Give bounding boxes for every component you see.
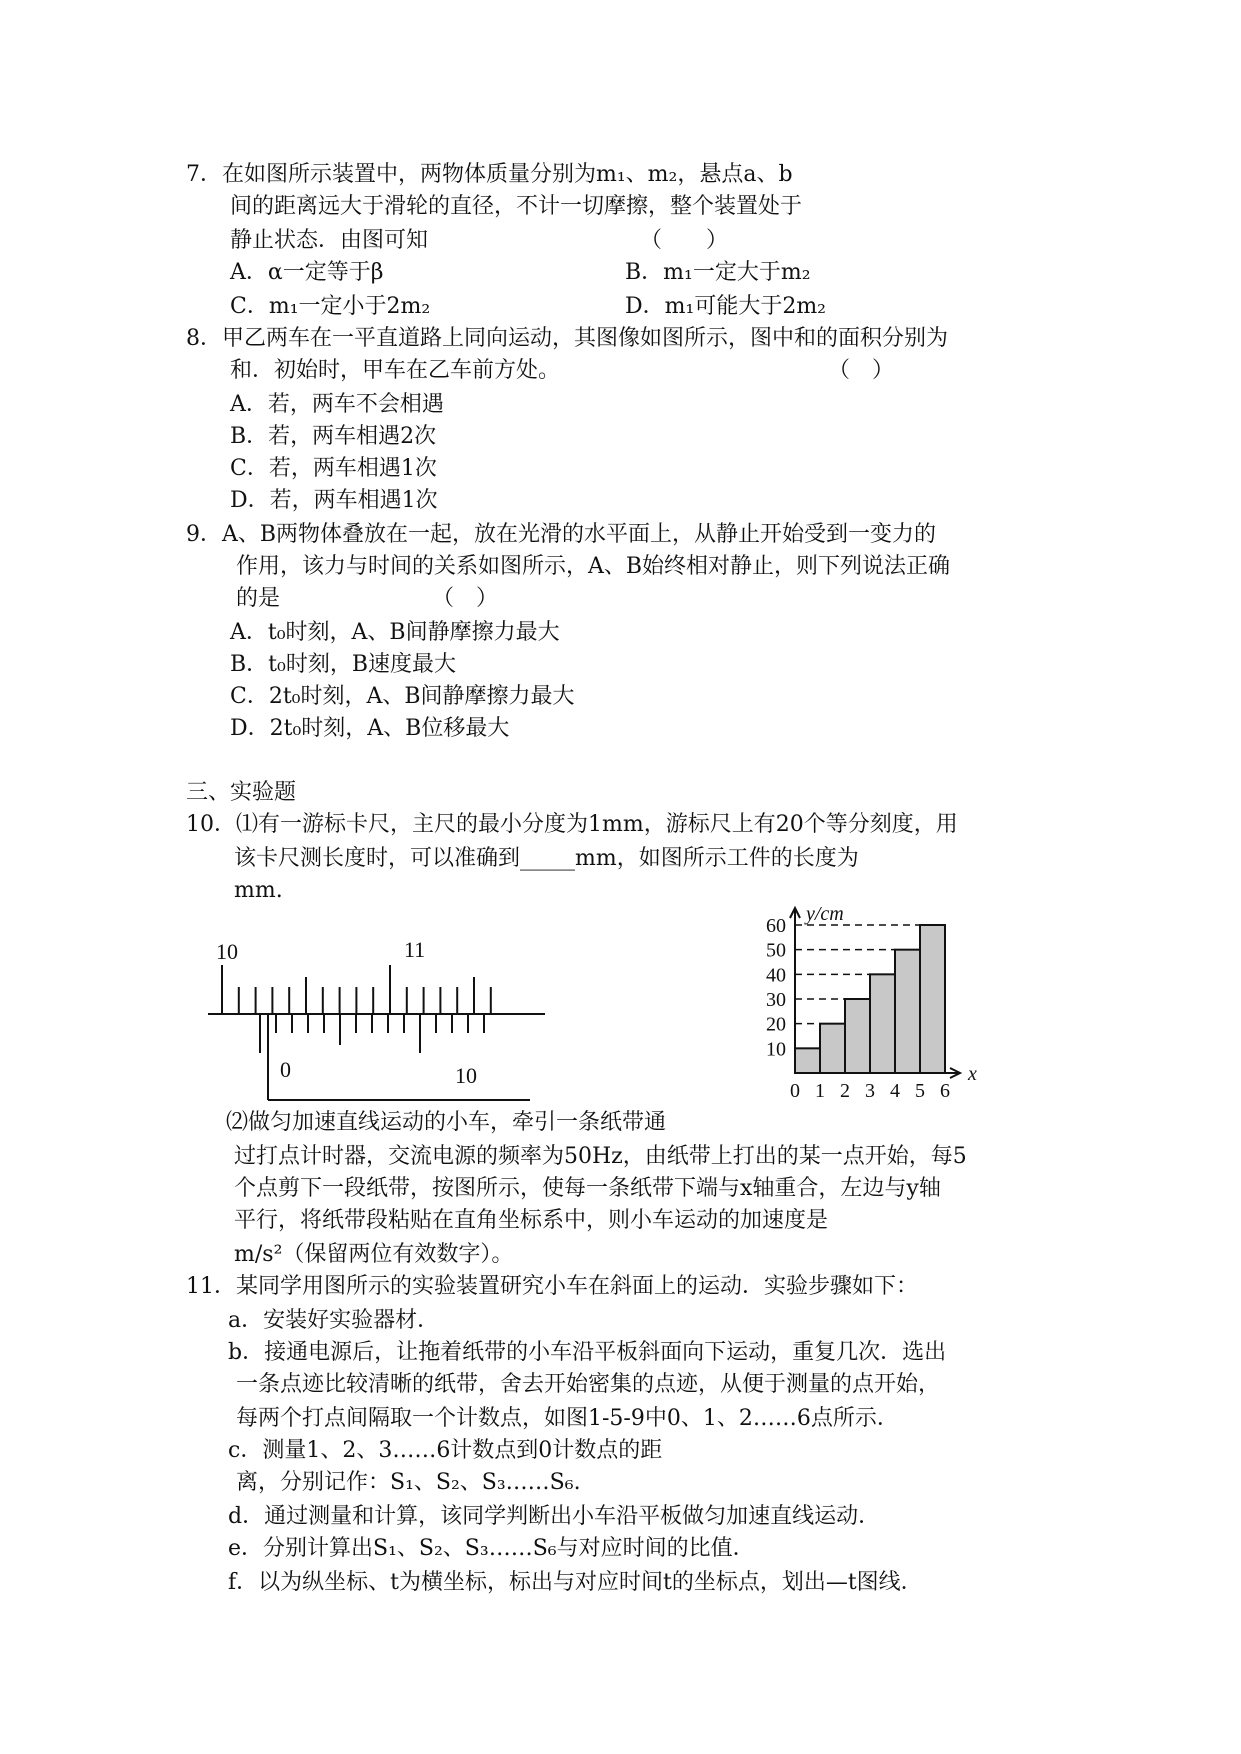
section-title: 三、实验题 bbox=[186, 780, 297, 805]
q9-answer-bracket: （ ） bbox=[432, 586, 499, 611]
q11-step-d: d．通过测量和计算，该同学判断出小车沿平板做匀加速直线运动． bbox=[228, 1504, 881, 1529]
q8-option-a: A．若，两车不会相遇 bbox=[230, 392, 444, 417]
y-tick-label: 30 bbox=[766, 989, 786, 1011]
x-axis-label: x bbox=[968, 1063, 977, 1085]
q7-line3: 静止状态．由图可知 bbox=[230, 228, 429, 253]
q11-step-b-line2: 一条点迹比较清晰的纸带，舍去开始密集的点迹，从便于测量的点开始， bbox=[236, 1372, 941, 1397]
q7-option-d: D．m₁可能大于2m₂ bbox=[625, 294, 826, 319]
q8-line2: 和．初始时，甲车在乙车前方处。 bbox=[230, 358, 561, 383]
bar-4-5 bbox=[895, 950, 920, 1073]
q8-line1: 8．甲乙两车在一平直道路上同向运动，其图像如图所示，图中和的面积分别为 bbox=[186, 326, 948, 351]
x-tick-label: 2 bbox=[840, 1080, 850, 1102]
q11-step-f: f．以为纵坐标、t为横坐标，标出与对应时间t的坐标点，划出—t图线． bbox=[228, 1570, 923, 1595]
main-scale-label-11: 11 bbox=[404, 937, 426, 962]
q10-line2: 该卡尺测长度时，可以准确到_____mm，如图所示工件的长度为 bbox=[234, 846, 859, 871]
q7-line2: 间的距离远大于滑轮的直径，不计一切摩擦，整个装置处于 bbox=[230, 194, 803, 219]
q10-line1: 10．⑴有一游标卡尺，主尺的最小分度为1mm，游标尺上有20个等分刻度，用 bbox=[186, 812, 958, 837]
q9-option-c: C．2t₀时刻，A、B间静摩擦力最大 bbox=[230, 684, 575, 709]
q7-option-a: A．α一定等于β bbox=[230, 260, 384, 285]
y-tick-label: 50 bbox=[766, 939, 786, 962]
q11-step-a: a．安装好实验器材． bbox=[228, 1308, 440, 1333]
q9-option-d: D．2t₀时刻，A、B位移最大 bbox=[230, 716, 510, 741]
x-tick-label: 5 bbox=[915, 1080, 925, 1102]
q8-answer-bracket: （ ） bbox=[828, 358, 895, 383]
q10-part2-line4: 平行，将纸带段粘贴在直角坐标系中，则小车运动的加速度是 bbox=[234, 1208, 829, 1233]
q10-line3: mm. bbox=[234, 878, 283, 903]
y-tick-label: 60 bbox=[766, 915, 786, 937]
q11-step-b-line1: b．接通电源后，让拖着纸带的小车沿平板斜面向下运动，重复几次．选出 bbox=[228, 1340, 947, 1365]
q10-part2-line3: 个点剪下一段纸带，按图所示，使每一条纸带下端与x轴重合，左边与y轴 bbox=[234, 1176, 941, 1201]
q11-step-c-line2: 离，分别记作：S₁、S₂、S₃……S₆. bbox=[236, 1470, 581, 1495]
x-tick-label: 0 bbox=[790, 1080, 800, 1102]
q7-option-b: B．m₁一定大于m₂ bbox=[625, 260, 811, 285]
q9-line2: 作用，该力与时间的关系如图所示，A、B始终相对静止，则下列说法正确 bbox=[236, 554, 951, 579]
q7-option-c: C．m₁一定小于2m₂ bbox=[230, 294, 431, 319]
bar-0-1 bbox=[795, 1048, 820, 1073]
bar-3-4 bbox=[870, 974, 895, 1073]
x-tick-label: 3 bbox=[865, 1080, 875, 1102]
q11-step-c-line1: c．测量1、2、3……6计数点到0计数点的距 bbox=[228, 1438, 663, 1463]
q9-option-a: A．t₀时刻，A、B间静摩擦力最大 bbox=[230, 620, 560, 645]
q8-option-c: C．若，两车相遇1次 bbox=[230, 456, 437, 481]
q9-line1: 9．A、B两物体叠放在一起，放在光滑的水平面上，从静止开始受到一变力的 bbox=[186, 522, 937, 547]
q10-part2-line5: m/s²（保留两位有效数字）。 bbox=[234, 1242, 514, 1267]
vernier-label-10: 10 bbox=[455, 1063, 477, 1088]
q10-part2-line2: 过打点计时器，交流电源的频率为50Hz，由纸带上打出的某一点开始，每5 bbox=[234, 1144, 967, 1169]
vernier-label-0: 0 bbox=[280, 1057, 291, 1082]
y-tick-label: 10 bbox=[766, 1038, 786, 1061]
q9-line3: 的是 bbox=[236, 586, 281, 611]
q11-step-b-line3: 每两个打点间隔取一个计数点，如图1-5-9中0、1、2……6点所示． bbox=[236, 1406, 899, 1431]
q11-step-e: e．分别计算出S₁、S₂、S₃……S₆与对应时间的比值． bbox=[228, 1536, 755, 1561]
vernier-caliper-figure bbox=[200, 925, 550, 1110]
q8-option-b: B．若，两车相遇2次 bbox=[230, 424, 437, 449]
x-tick-label: 1 bbox=[815, 1080, 825, 1102]
bar-5-6 bbox=[920, 925, 945, 1073]
x-tick-label: 4 bbox=[890, 1080, 900, 1102]
q7-line1: 7．在如图所示装置中，两物体质量分别为m₁、m₂，悬点a、b bbox=[186, 162, 793, 187]
q7-answer-bracket: （ ） bbox=[640, 228, 729, 253]
paper-tape-bar-chart bbox=[740, 898, 1000, 1103]
y-tick-label: 20 bbox=[766, 1013, 786, 1036]
q8-option-d: D．若，两车相遇1次 bbox=[230, 488, 438, 513]
y-tick-label: 40 bbox=[766, 964, 786, 987]
q9-option-b: B．t₀时刻，B速度最大 bbox=[230, 652, 456, 677]
q10-part2-line1: ⑵做匀加速直线运动的小车，牵引一条纸带通 bbox=[226, 1110, 667, 1135]
main-scale-label-10: 10 bbox=[216, 939, 238, 964]
x-tick-label: 6 bbox=[940, 1080, 950, 1102]
bar-1-2 bbox=[820, 1024, 845, 1073]
y-axis-label: y/cm bbox=[806, 903, 844, 925]
bar-2-3 bbox=[845, 999, 870, 1073]
q11-line1: 11．某同学用图所示的实验装置研究小车在斜面上的运动．实验步骤如下： bbox=[186, 1274, 918, 1299]
